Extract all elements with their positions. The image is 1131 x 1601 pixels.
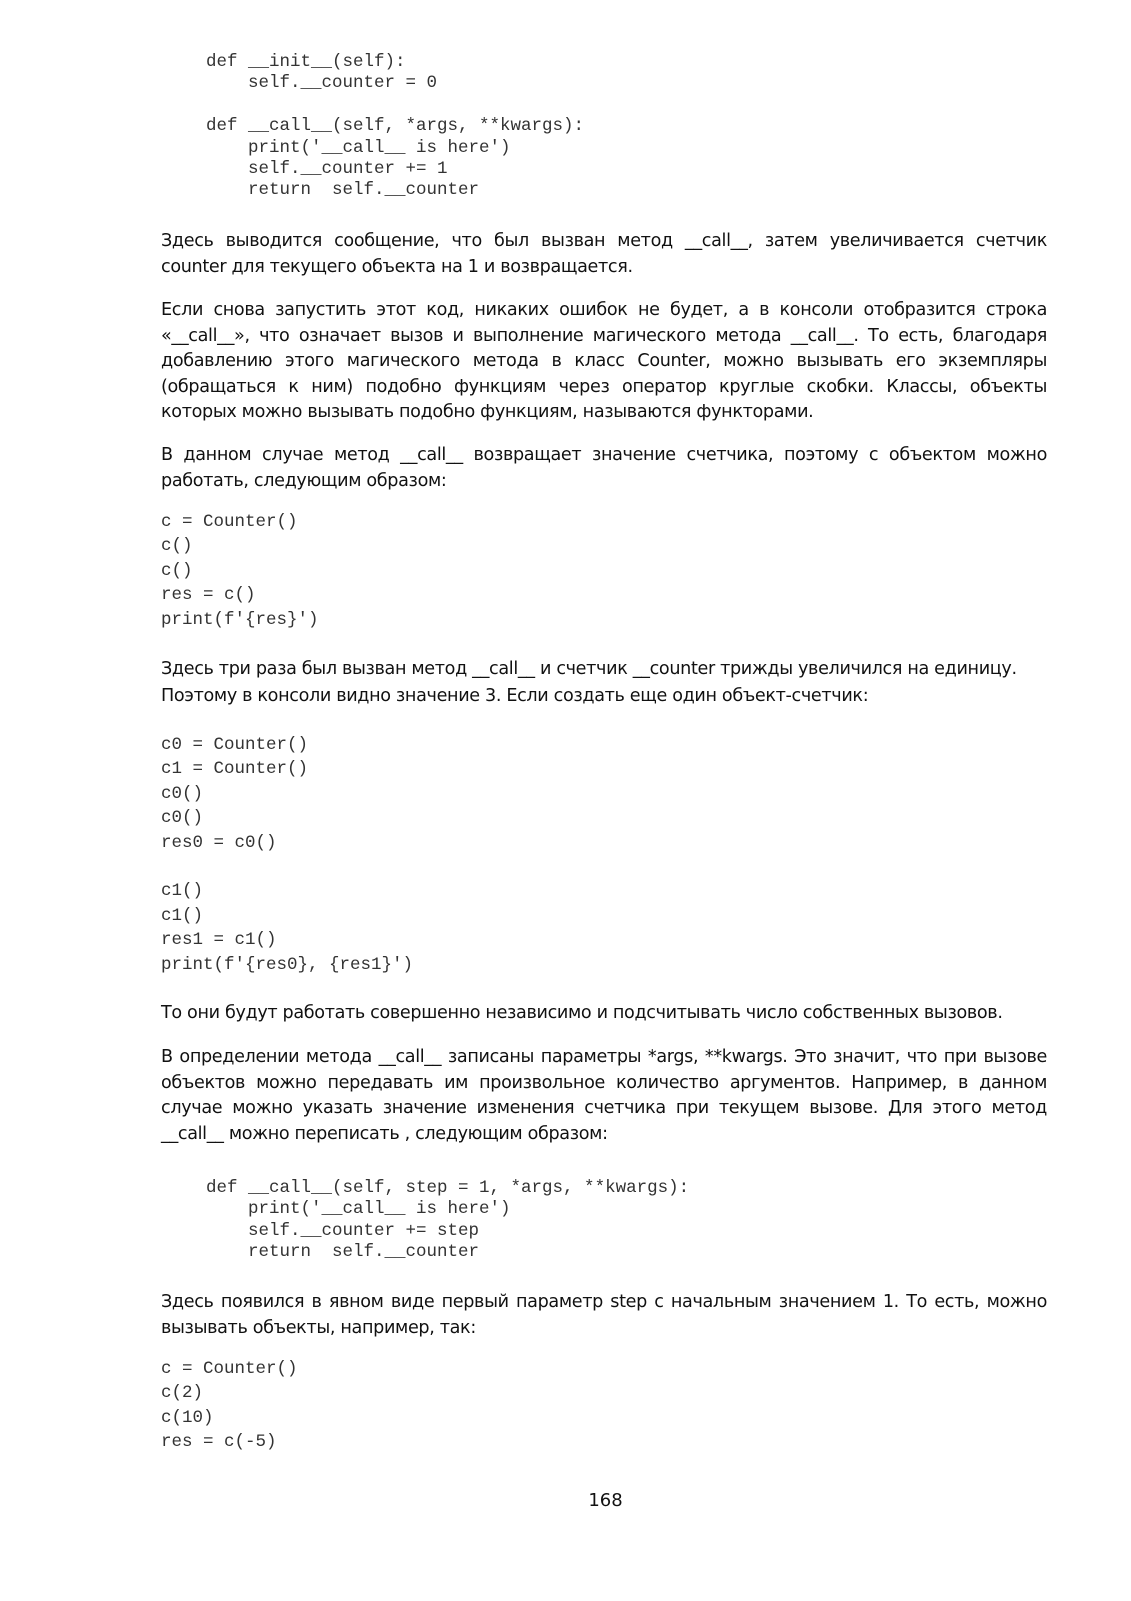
code-line: return self.__counter [206,1242,480,1263]
paragraph: Поэтому в консоли видно значение 3. Если создать еще один объект-счетчик: [161,686,869,706]
paragraph: То они будут работать совершенно независимо и подсчитывать число собственных вызовов. [161,1003,1003,1023]
code-line [161,855,413,879]
code-line: c(2) [161,1383,204,1404]
code-line: print('__call__ is here') [206,1199,511,1220]
code-line: self.__counter += 1 [206,159,448,180]
code-line: self.__counter = 0 [206,73,438,94]
code-line: c() [161,560,193,581]
code-line: res = c() [161,585,256,606]
code-block-two-counters [161,733,413,977]
paragraph: Здесь появился в явном виде первый параметр step с начальным значением 1. То есть, можно вызывать объекты, например, так: [161,1292,1047,1338]
paragraph: Здесь выводится сообщение, что был вызван метод __call__, затем увеличивается счетчик counter для текущего объекта на 1 и возвращается. [161,231,1047,277]
code-line: res1 = c1() [161,930,277,951]
paragraph: В данном случае метод __call__ возвращает значение счетчика, поэтому с объектом можно работать, следующим образом: [161,445,1047,491]
code-line: c(10) [161,1407,214,1428]
code-line: c = Counter() [161,512,298,532]
code-line [206,95,584,116]
code-line: c0 = Counter() [161,735,309,755]
code-line: c0() [161,783,204,804]
code-line: res0 = c0() [161,832,277,853]
code-line: self.__counter += step [206,1220,480,1241]
code-block-counter-usage [161,510,319,632]
paragraph: Здесь три раза был вызван метод __call__ и счетчик __counter трижды увеличился на единицу. [161,659,1017,679]
code-line: def __init__(self): [206,52,406,72]
code-block-call-with-step [206,1178,689,1264]
code-line: print('__call__ is here') [206,137,511,158]
code-line: return self.__counter [206,180,480,201]
code-line: c() [161,536,193,557]
paragraph: В определении метода __call__ записаны параметры *args, **kwargs. Это значит, что при вызове объектов можно передавать им произвольное количество аргументов. Например, в данном случае можно указать значение изменения счетчика при текущем вызове. Для этого метод __call__ можно переписать , следующим образом: [161,1047,1047,1144]
code-line: c1() [161,881,204,902]
paragraph: Если снова запустить этот код, никаких ошибок не будет, а в консоли отобразится строка «__call__», что означает вызов и выполнение магического метода __call__. То есть, благодаря добавлению этого магического метода в класс Counter, можно вызывать его экземпляры (обращаться к ним) подобно функциям через оператор круглые скобки. Классы, объекты которых можно вызывать подобно функциям, называются функторами. [161,300,1047,422]
code-line: c0() [161,808,204,829]
code-line: c1() [161,905,204,926]
code-line: c = Counter() [161,1359,298,1379]
code-line: def __call__(self, *args, **kwargs): [206,116,585,137]
code-block-step-usage [161,1357,298,1455]
code-line: res = c(-5) [161,1432,277,1453]
code-line: c1 = Counter() [161,759,309,780]
code-line: print(f'{res}') [161,609,319,630]
code-line: def __call__(self, step = 1, *args, **kwargs): [206,1178,690,1198]
code-block-init-call [206,52,584,202]
page-number: 168 [588,1490,623,1511]
code-line: print(f'{res0}, {res1}') [161,954,414,975]
